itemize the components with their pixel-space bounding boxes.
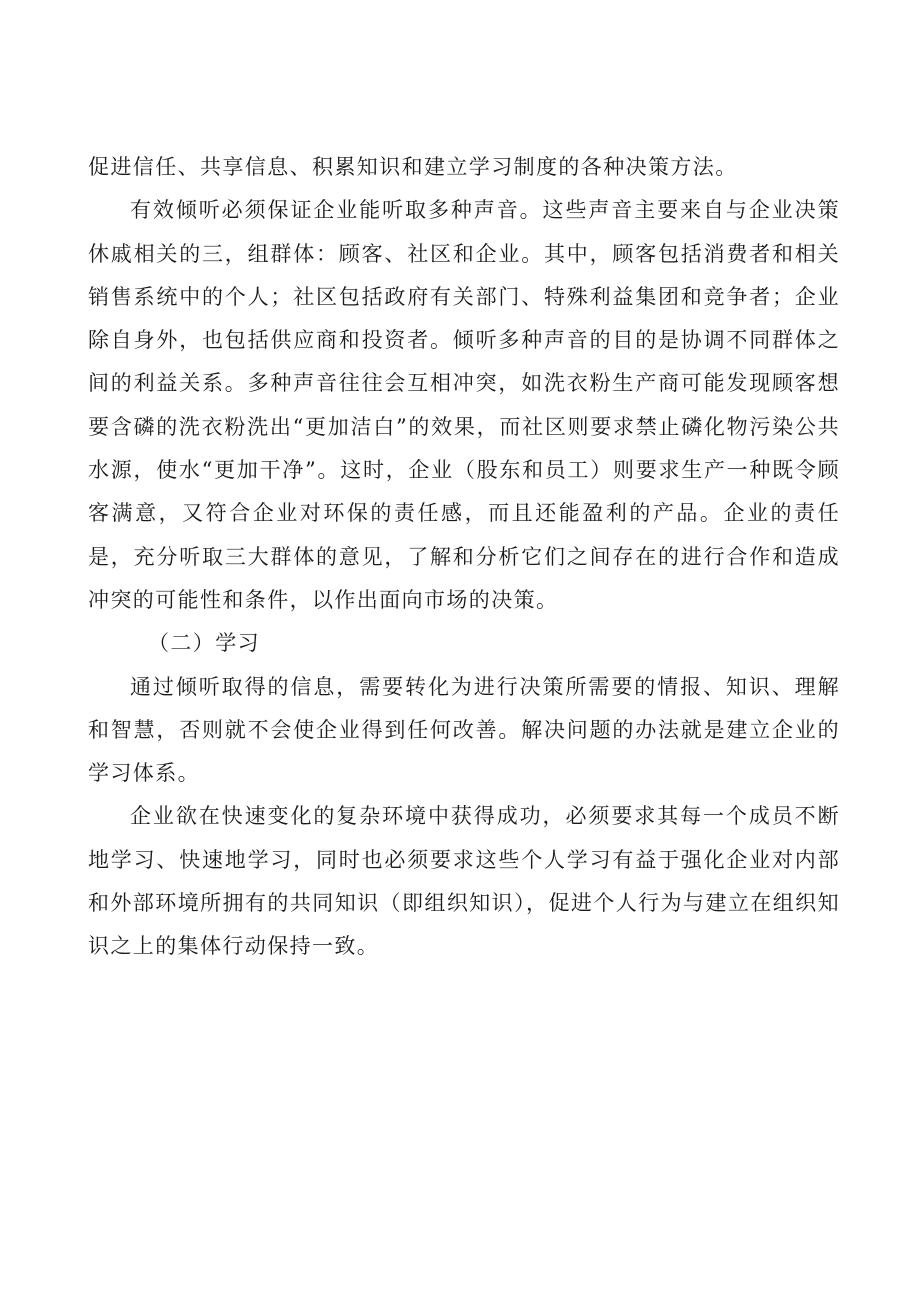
paragraph-enterprise-learning: 企业欲在快速变化的复杂环境中获得成功，必须要求其每一个成员不断地学习、快速地学习，同时也必须要求这些个人学习有益于强化企业对内部和外部环境所拥有的共同知识（即组织知识），促进个人行为与建立在组织知识之上的集体行动保持一致。: [88, 804, 840, 959]
paragraph-continuation: 促进信任、共享信息、积累知识和建立学习制度的各种决策方法。: [88, 155, 738, 179]
section-heading-learning: （二）学习: [148, 631, 260, 656]
paragraph-information-transform: 通过倾听取得的信息，需要转化为进行决策所需要的情报、知识、理解和智慧，否则就不会使企业得到任何改善。解决问题的办法就是建立企业的学习体系。: [88, 674, 840, 786]
paragraph-effective-listening: 有效倾听必须保证企业能听取多种声音。这些声音主要来自与企业决策休戚相关的三，组群体：顾客、社区和企业。其中，顾客包括消费者和相关销售系统中的个人；社区包括政府有关部门、特殊利益集团和竞争者；企业除自身外，也包括供应商和投资者。倾听多种声音的目的是协调不同群体之间的利益关系。多种声音往往会互相冲突，如洗衣粉生产商可能发现顾客想要含磷的洗衣粉洗出“更加洁白”的效果，而社区则要求禁止磷化物污染公共水源，使水“更加干净”。这时，企业（股东和员工）则要求生产一种既令顾客满意，又符合企业对环保的责任感，而且还能盈利的产品。企业的责任是，充分听取三大群体的意见，了解和分析它们之间存在的进行合作和造成冲突的可能性和条件，以作出面向市场的决策。: [88, 198, 840, 612]
document-body: [88, 146, 840, 969]
